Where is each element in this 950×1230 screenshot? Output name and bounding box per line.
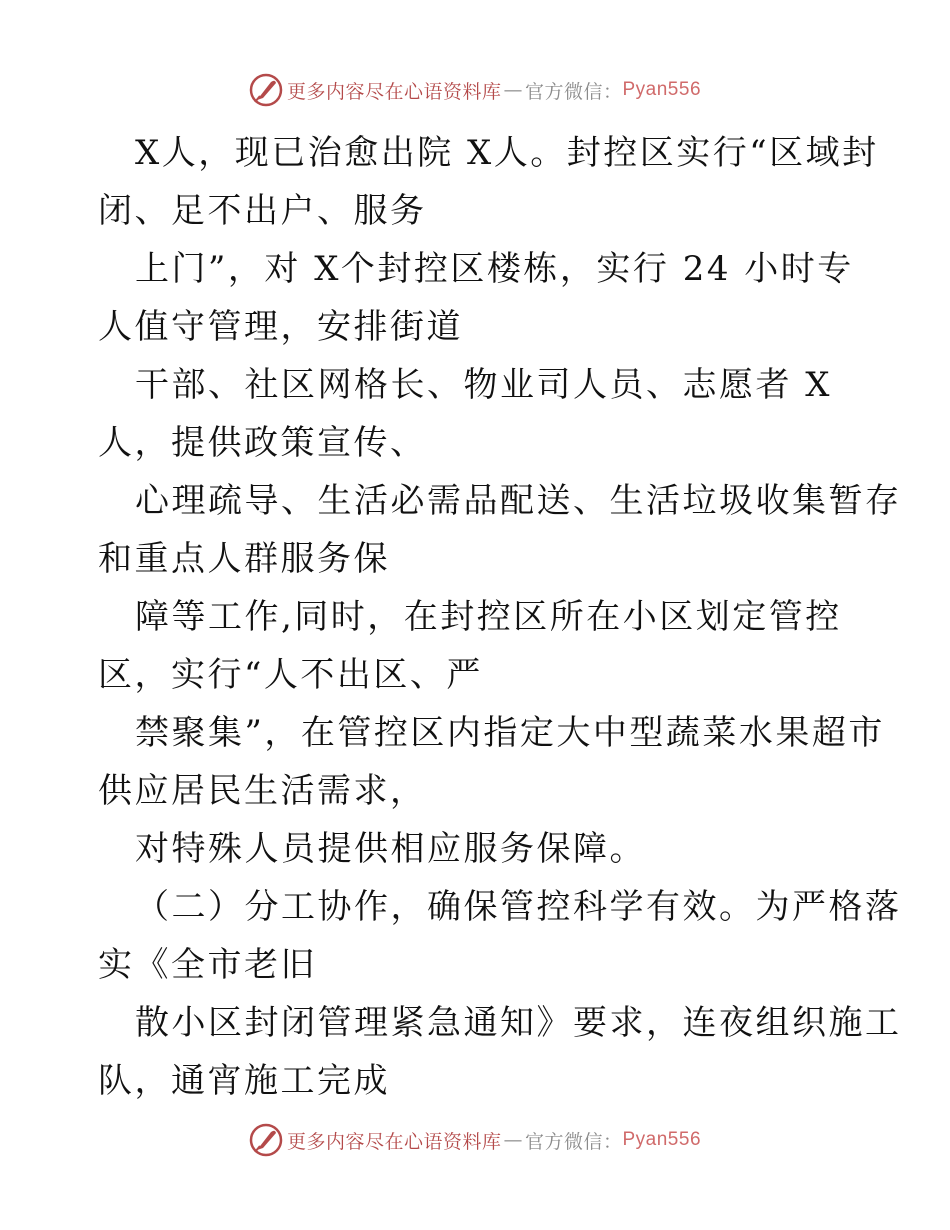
text-line: 散小区封闭管理紧急通知》要求，连夜组织施工	[135, 1003, 902, 1043]
watermark-separator: —	[503, 79, 523, 101]
text-line: 闭、足不出户、服务	[98, 191, 427, 231]
text-line: 心理疏导、生活必需品配送、生活垃圾收集暂存	[135, 481, 902, 521]
text-line: 人，提供政策宣传、	[98, 423, 427, 463]
text-line: 队，通宵施工完成	[98, 1061, 390, 1101]
text-line: 实《全市老旧	[98, 945, 317, 985]
watermark-separator: —	[503, 1129, 523, 1151]
text-line: 障等工作,同时，在封控区所在小区划定管控	[135, 597, 842, 637]
text-line: 禁聚集”，在管控区内指定大中型蔬菜水果超市	[135, 713, 885, 753]
header-watermark	[0, 70, 950, 110]
text-line: 干部、社区网格长、物业司人员、志愿者 X	[135, 365, 833, 405]
watermark-wechat-label: 官方微信：	[524, 1130, 623, 1153]
text-line: 区，实行“人不出区、严	[98, 655, 483, 695]
text-line: （二）分工协作，确保管控科学有效。为严格落	[135, 887, 902, 927]
text-line: 供应居民生活需求，	[98, 771, 427, 811]
footer-watermark	[0, 1120, 950, 1160]
quill-logo-icon	[249, 1123, 283, 1157]
text-line: 人值守管理，安排街道	[98, 307, 463, 347]
watermark-wechat-id: Pyan556	[622, 1129, 702, 1150]
document-body	[98, 124, 902, 1110]
text-line: 和重点人群服务保	[98, 539, 390, 579]
watermark-main-text: 更多内容尽在心语资料库	[286, 1130, 502, 1153]
text-line: 对特殊人员提供相应服务保障。	[135, 829, 646, 869]
quill-logo-icon	[249, 73, 283, 107]
watermark-wechat-label: 官方微信：	[524, 80, 623, 103]
text-line: X人，现已治愈出院 X人。封控区实行“区域封	[135, 133, 879, 173]
text-line: 上门”，对 X个封控区楼栋，实行 24 小时专	[135, 249, 854, 289]
watermark-main-text: 更多内容尽在心语资料库	[286, 80, 502, 103]
watermark-wechat-id: Pyan556	[622, 79, 702, 100]
